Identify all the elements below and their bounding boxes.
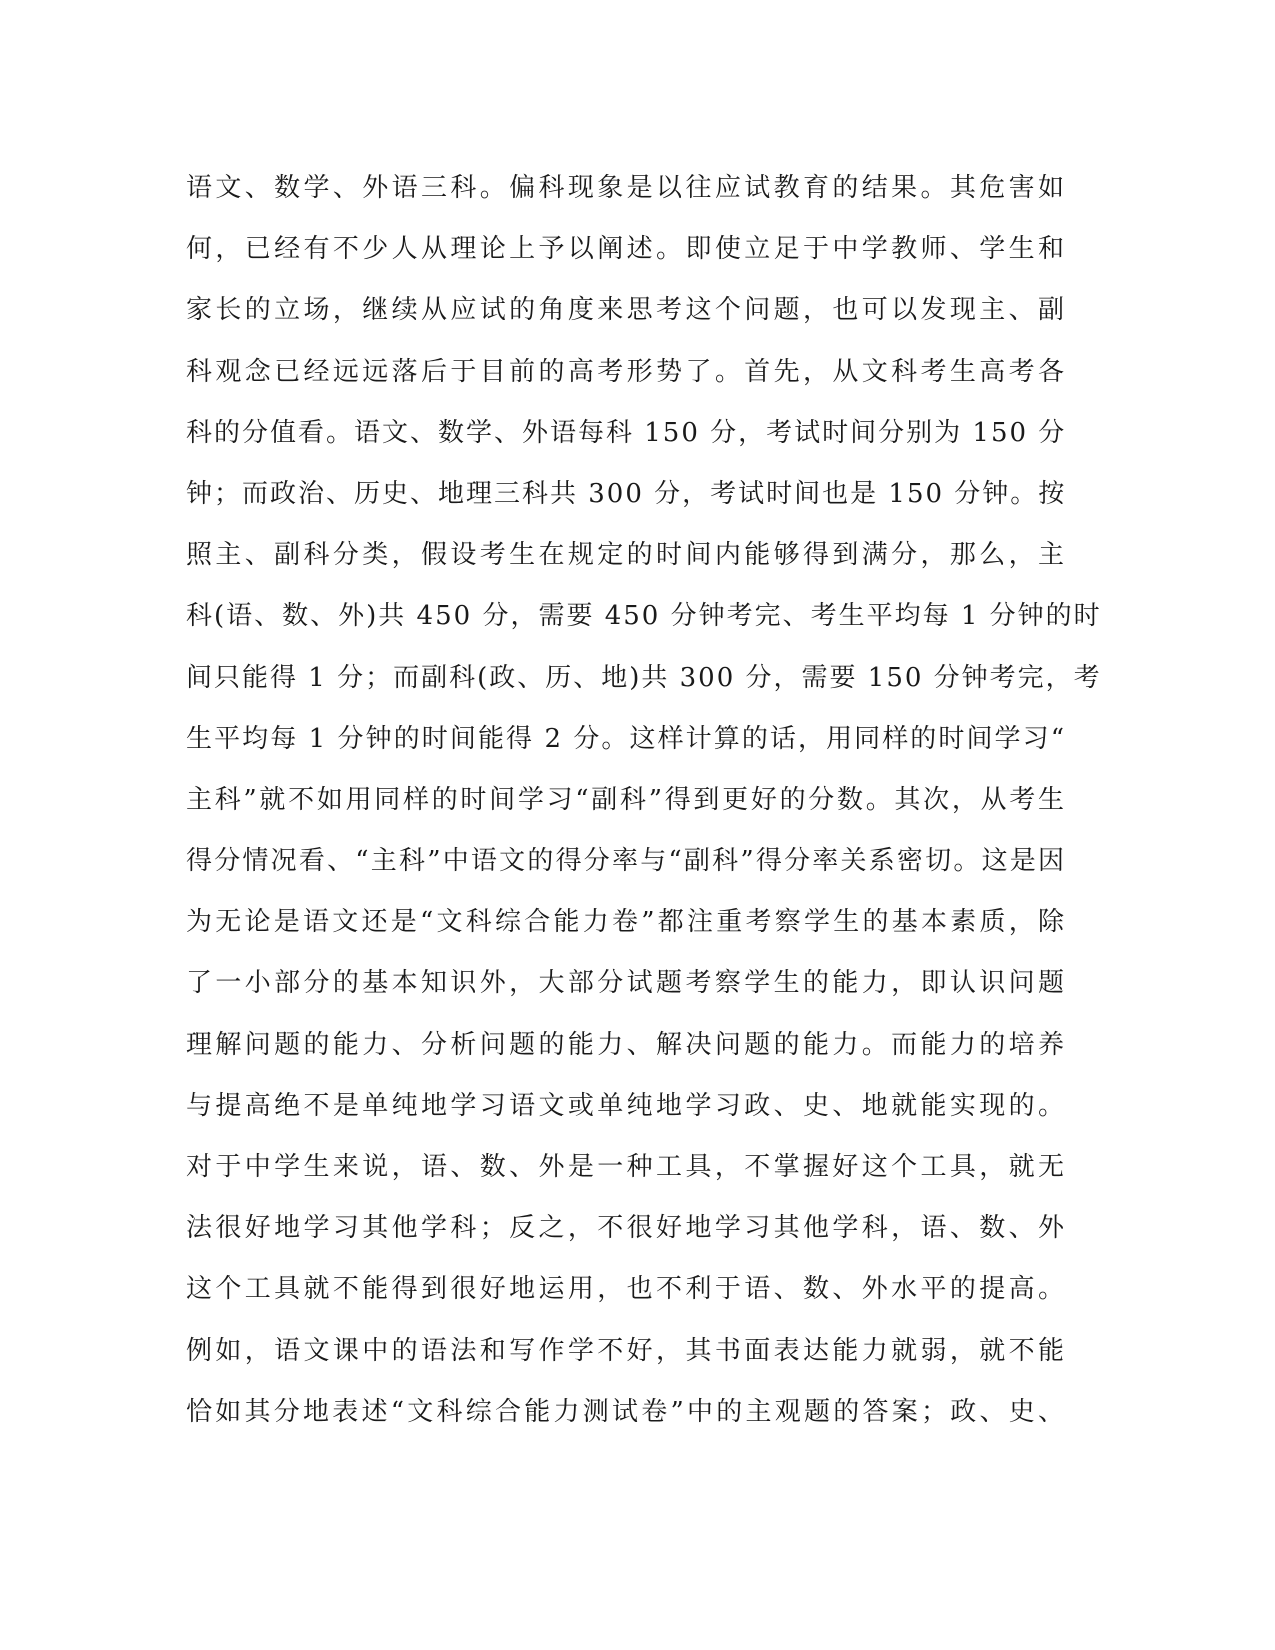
text-line-3: 家长的立场，继续从应试的角度来思考这个问题，也可以发现主、副	[186, 295, 1066, 326]
text-line-19: 这个工具就不能得到很好地运用，也不利于语、数、外水平的提高。	[186, 1274, 1066, 1305]
text-line-8: 科(语、数、外)共 450 分，需要 450 分钟考完、考生平均每 1 分钟的时	[186, 601, 1102, 632]
text-line-1: 语文、数学、外语三科。偏科现象是以往应试教育的结果。其危害如	[186, 173, 1066, 203]
body-text	[186, 158, 1102, 1443]
text-line-14: 了一小部分的基本知识外，大部分试题考察学生的能力，即认识问题	[186, 968, 1066, 999]
text-line-16: 与提高绝不是单纯地学习语文或单纯地学习政、史、地就能实现的。	[186, 1090, 1066, 1121]
text-line-21: 恰如其分地表述“文科综合能力测试卷”中的主观题的答案；政、史、	[186, 1396, 1066, 1427]
text-line-9: 间只能得 1 分；而副科(政、历、地)共 300 分，需要 150 分钟考完，考	[186, 662, 1102, 693]
text-line-20: 例如，语文课中的语法和写作学不好，其书面表达能力就弱，就不能	[186, 1335, 1066, 1366]
text-line-2: 何，已经有不少人从理论上予以阐述。即使立足于中学教师、学生和	[186, 234, 1066, 265]
text-line-12: 得分情况看、“主科”中语文的得分率与“副科”得分率关系密切。这是因	[186, 846, 1066, 877]
text-line-4: 科观念已经远远落后于目前的高考形势了。首先，从文科考生高考各	[186, 356, 1066, 387]
text-line-10: 生平均每 1 分钟的时间能得 2 分。这样计算的话，用同样的时间学习“	[186, 723, 1066, 754]
text-line-5: 科的分值看。语文、数学、外语每科 150 分，考试时间分别为 150 分	[186, 417, 1067, 448]
text-line-17: 对于中学生来说，语、数、外是一种工具，不掌握好这个工具，就无	[186, 1152, 1066, 1182]
text-line-18: 法很好地学习其他学科；反之，不很好地学习其他学科，语、数、外	[186, 1213, 1066, 1244]
text-line-13: 为无论是语文还是“文科综合能力卷”都注重考察学生的基本素质，除	[186, 907, 1066, 938]
text-line-6: 钟；而政治、历史、地理三科共 300 分，考试时间也是 150 分钟。按	[186, 478, 1067, 509]
text-line-15: 理解问题的能力、分析问题的能力、解决问题的能力。而能力的培养	[186, 1029, 1066, 1060]
text-line-11: 主科”就不如用同样的时间学习“副科”得到更好的分数。其次，从考生	[186, 784, 1066, 815]
text-line-7: 照主、副科分类，假设考生在规定的时间内能够得到满分，那么，主	[186, 540, 1066, 571]
